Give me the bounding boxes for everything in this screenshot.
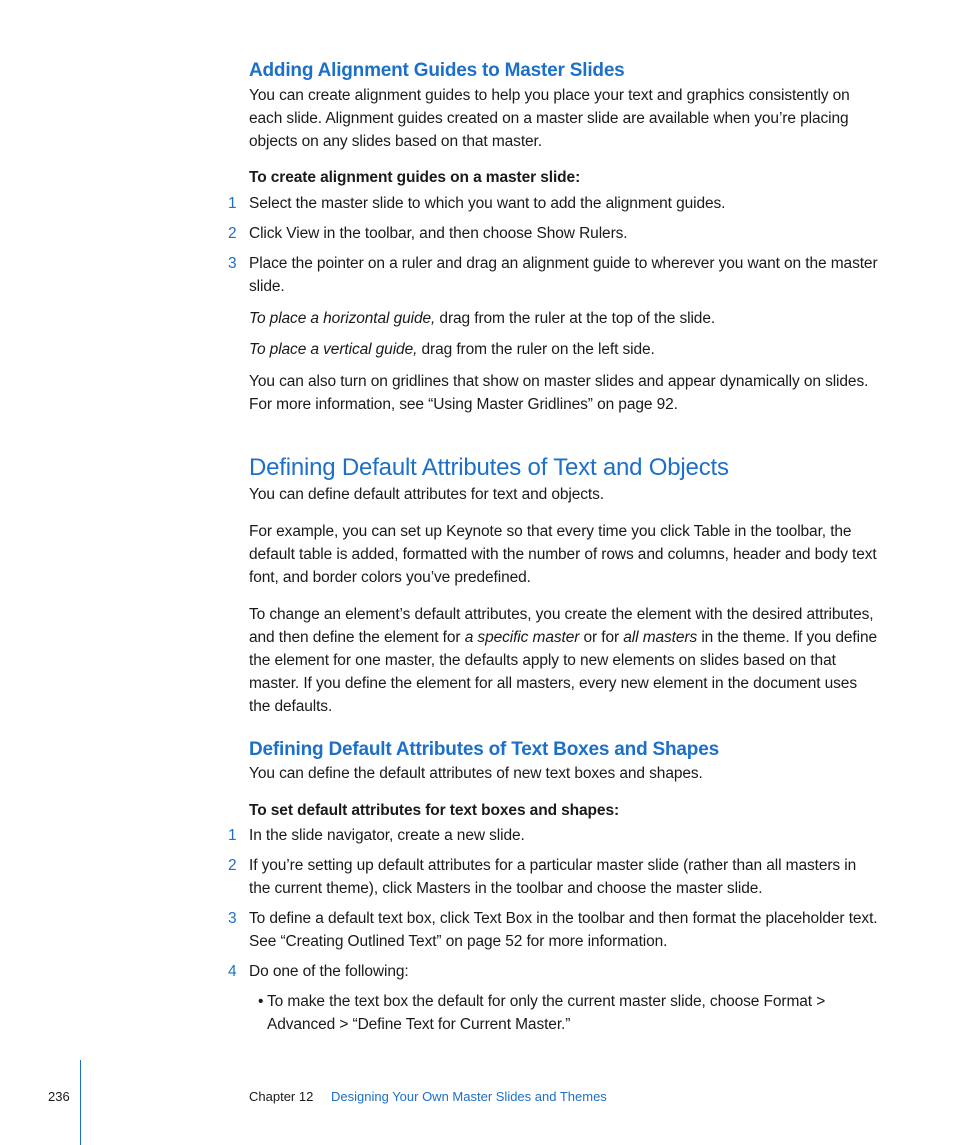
gridlines-note: You can also turn on gridlines that show on master slides and appear dynamically on slides. For more information, see “Using Master Gridlines” on page 92. (249, 373, 869, 413)
step-number: 1 (228, 827, 237, 844)
paragraph: You can define default attributes for text and objects. (249, 486, 604, 503)
step-text: Select the master slide to which you want to add the alignment guides. (249, 195, 726, 212)
section-heading-text-boxes: Defining Default Attributes of Text Boxes and Shapes (249, 739, 719, 760)
text-run: To change an element’s default attributes, you create the element with the desired attributes, and then define the element for (249, 606, 874, 646)
tip-italic: To place a vertical guide, (249, 341, 418, 358)
italic-run: a specific master (464, 629, 580, 646)
step-number: 2 (228, 225, 237, 242)
section-heading-alignment-guides: Adding Alignment Guides to Master Slides (249, 60, 625, 81)
step-text: To define a default text box, click Text Box in the toolbar and then format the placeholder text. See “Creating Outlined Text” on page 52 for more information. (249, 910, 878, 950)
bullet-icon: • (258, 993, 264, 1010)
procedure-lead: To create alignment guides on a master slide: (249, 169, 581, 186)
step-text: If you’re setting up default attributes for a particular master slide (rather than all masters in the current theme), click Masters in the toolbar and choose the master slide. (249, 857, 857, 897)
tip-text: drag from the ruler on the left side. (417, 341, 655, 358)
step-number: 3 (228, 255, 237, 272)
horizontal-guide-tip (249, 307, 879, 330)
tip-text: drag from the ruler at the top of the slide. (435, 310, 716, 327)
intro-paragraph: You can define the default attributes of new text boxes and shapes. (249, 765, 703, 782)
step-text: Do one of the following: (249, 963, 409, 980)
text-run: or for (579, 629, 624, 646)
step-number: 2 (228, 857, 237, 874)
footer-chapter: Chapter 12 (249, 1089, 314, 1104)
text-run: in the theme. If you define the element for one master, the defaults apply to new elements on slides based on that master. If you define the element for all masters, every new element in the document uses the defaults. (249, 629, 877, 715)
step-text: Click View in the toolbar, and then choose Show Rulers. (249, 225, 628, 242)
intro-paragraph: You can create alignment guides to help you place your text and graphics consistently on each slide. Alignment guides created on a master slide are available when you’re placing objects on any slides based on that master. (249, 87, 850, 150)
step-text: Place the pointer on a ruler and drag an alignment guide to wherever you want on the master slide. (249, 255, 878, 295)
procedure-lead: To set default attributes for text boxes and shapes: (249, 802, 620, 819)
step-number: 4 (228, 963, 237, 980)
paragraph: For example, you can set up Keynote so that every time you click Table in the toolbar, the default table is added, formatted with the number of rows and columns, header and body text font, and border colors you’ve predefined. (249, 523, 877, 586)
step-number: 1 (228, 195, 237, 212)
tip-italic: To place a horizontal guide, (249, 310, 436, 327)
footer-rule (80, 1060, 81, 1145)
bullet-text: To make the text box the default for only the current master slide, choose Format > Advanced > “Define Text for Current Master.” (267, 993, 826, 1033)
footer-chapter-title: Designing Your Own Master Slides and Themes (331, 1089, 607, 1104)
chapter-section-heading: Defining Default Attributes of Text and Objects (249, 454, 729, 481)
step-text: In the slide navigator, create a new slide. (249, 827, 525, 844)
vertical-guide-tip (249, 338, 879, 361)
step-number: 3 (228, 910, 237, 927)
italic-run: all masters (623, 629, 698, 646)
paragraph (249, 603, 879, 718)
page-number: 236 (48, 1089, 70, 1104)
